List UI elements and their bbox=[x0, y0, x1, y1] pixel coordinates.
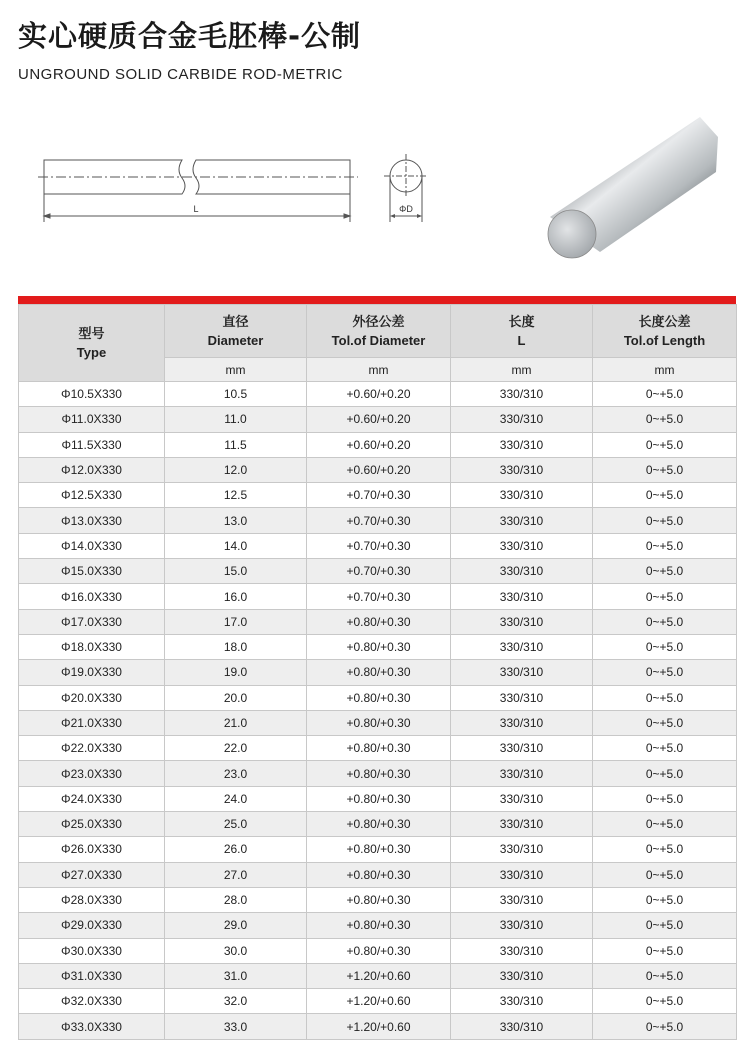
header-tol-diameter: 外径公差 Tol.of Diameter bbox=[307, 305, 451, 358]
cell-diameter: 11.5 bbox=[165, 432, 307, 457]
cell-type: Φ22.0X330 bbox=[19, 736, 165, 761]
rod-side-view bbox=[38, 160, 358, 194]
table-row bbox=[19, 483, 737, 508]
cell-type: Φ15.0X330 bbox=[19, 559, 165, 584]
cell-length: 330/310 bbox=[451, 457, 593, 482]
cell-length: 330/310 bbox=[451, 483, 593, 508]
cell-diameter: 22.0 bbox=[165, 736, 307, 761]
table-row bbox=[19, 508, 737, 533]
table-row bbox=[19, 938, 737, 963]
cell-tol-length: 0~+5.0 bbox=[593, 533, 737, 558]
cell-length: 330/310 bbox=[451, 812, 593, 837]
cell-diameter: 12.0 bbox=[165, 457, 307, 482]
cell-length: 330/310 bbox=[451, 837, 593, 862]
cell-diameter: 26.0 bbox=[165, 837, 307, 862]
cell-length: 330/310 bbox=[451, 862, 593, 887]
cell-length: 330/310 bbox=[451, 533, 593, 558]
table-row bbox=[19, 1014, 737, 1039]
cell-tol-diameter: +0.80/+0.30 bbox=[307, 660, 451, 685]
cell-tol-length: 0~+5.0 bbox=[593, 786, 737, 811]
accent-bar bbox=[18, 296, 736, 304]
cell-diameter: 33.0 bbox=[165, 1014, 307, 1039]
cell-type: Φ32.0X330 bbox=[19, 989, 165, 1014]
cell-tol-length: 0~+5.0 bbox=[593, 407, 737, 432]
unit-length: mm bbox=[451, 358, 593, 382]
cell-diameter: 17.0 bbox=[165, 609, 307, 634]
cell-type: Φ29.0X330 bbox=[19, 913, 165, 938]
cell-tol-diameter: +0.80/+0.30 bbox=[307, 812, 451, 837]
cell-tol-diameter: +0.80/+0.30 bbox=[307, 786, 451, 811]
cell-type: Φ12.5X330 bbox=[19, 483, 165, 508]
header-diameter: 直径 Diameter bbox=[165, 305, 307, 358]
cell-length: 330/310 bbox=[451, 407, 593, 432]
page-subtitle: UNGROUND SOLID CARBIDE ROD-METRIC bbox=[18, 66, 343, 83]
cell-diameter: 16.0 bbox=[165, 584, 307, 609]
cell-length: 330/310 bbox=[451, 382, 593, 407]
cell-type: Φ21.0X330 bbox=[19, 710, 165, 735]
cell-type: Φ31.0X330 bbox=[19, 963, 165, 988]
length-label: L bbox=[193, 204, 199, 214]
table-row bbox=[19, 887, 737, 912]
cell-tol-length: 0~+5.0 bbox=[593, 989, 737, 1014]
cell-length: 330/310 bbox=[451, 710, 593, 735]
cell-tol-diameter: +0.80/+0.30 bbox=[307, 761, 451, 786]
cell-type: Φ11.0X330 bbox=[19, 407, 165, 432]
cell-tol-length: 0~+5.0 bbox=[593, 508, 737, 533]
cell-length: 330/310 bbox=[451, 660, 593, 685]
cell-diameter: 23.0 bbox=[165, 761, 307, 786]
table-row bbox=[19, 837, 737, 862]
cell-type: Φ33.0X330 bbox=[19, 1014, 165, 1039]
cell-tol-diameter: +0.80/+0.30 bbox=[307, 609, 451, 634]
cell-diameter: 13.0 bbox=[165, 508, 307, 533]
cell-tol-diameter: +0.80/+0.30 bbox=[307, 736, 451, 761]
cell-length: 330/310 bbox=[451, 685, 593, 710]
cell-tol-diameter: +0.80/+0.30 bbox=[307, 837, 451, 862]
cell-tol-length: 0~+5.0 bbox=[593, 710, 737, 735]
cell-tol-diameter: +0.60/+0.20 bbox=[307, 432, 451, 457]
cell-diameter: 21.0 bbox=[165, 710, 307, 735]
cell-tol-length: 0~+5.0 bbox=[593, 685, 737, 710]
cell-tol-diameter: +0.70/+0.30 bbox=[307, 533, 451, 558]
table-body bbox=[19, 382, 737, 1040]
header-type: 型号 Type bbox=[19, 305, 165, 382]
cell-diameter: 10.5 bbox=[165, 382, 307, 407]
cell-tol-length: 0~+5.0 bbox=[593, 432, 737, 457]
cell-length: 330/310 bbox=[451, 887, 593, 912]
spec-table bbox=[18, 304, 737, 1040]
cell-tol-length: 0~+5.0 bbox=[593, 559, 737, 584]
cell-diameter: 30.0 bbox=[165, 938, 307, 963]
cell-tol-diameter: +0.80/+0.30 bbox=[307, 887, 451, 912]
cell-tol-diameter: +0.70/+0.30 bbox=[307, 559, 451, 584]
cell-length: 330/310 bbox=[451, 609, 593, 634]
table-row bbox=[19, 533, 737, 558]
cell-tol-diameter: +1.20/+0.60 bbox=[307, 963, 451, 988]
cell-tol-diameter: +1.20/+0.60 bbox=[307, 1014, 451, 1039]
cell-tol-length: 0~+5.0 bbox=[593, 483, 737, 508]
cell-tol-diameter: +0.70/+0.30 bbox=[307, 508, 451, 533]
cell-type: Φ19.0X330 bbox=[19, 660, 165, 685]
cell-type: Φ27.0X330 bbox=[19, 862, 165, 887]
cell-tol-diameter: +0.80/+0.30 bbox=[307, 913, 451, 938]
table-row bbox=[19, 660, 737, 685]
spec-table-section bbox=[18, 296, 736, 1040]
cell-type: Φ14.0X330 bbox=[19, 533, 165, 558]
cell-diameter: 32.0 bbox=[165, 989, 307, 1014]
cell-type: Φ26.0X330 bbox=[19, 837, 165, 862]
cell-diameter: 24.0 bbox=[165, 786, 307, 811]
cell-tol-diameter: +0.60/+0.20 bbox=[307, 382, 451, 407]
cell-diameter: 12.5 bbox=[165, 483, 307, 508]
table-row bbox=[19, 685, 737, 710]
cell-tol-diameter: +1.20/+0.60 bbox=[307, 989, 451, 1014]
table-row bbox=[19, 559, 737, 584]
table-row bbox=[19, 786, 737, 811]
cell-tol-length: 0~+5.0 bbox=[593, 812, 737, 837]
cell-diameter: 11.0 bbox=[165, 407, 307, 432]
table-row bbox=[19, 382, 737, 407]
cell-tol-length: 0~+5.0 bbox=[593, 1014, 737, 1039]
cell-diameter: 18.0 bbox=[165, 634, 307, 659]
cell-tol-length: 0~+5.0 bbox=[593, 837, 737, 862]
cell-type: Φ30.0X330 bbox=[19, 938, 165, 963]
cell-tol-length: 0~+5.0 bbox=[593, 736, 737, 761]
cell-type: Φ25.0X330 bbox=[19, 812, 165, 837]
cell-tol-diameter: +0.60/+0.20 bbox=[307, 407, 451, 432]
cell-length: 330/310 bbox=[451, 938, 593, 963]
cell-diameter: 27.0 bbox=[165, 862, 307, 887]
cell-tol-length: 0~+5.0 bbox=[593, 609, 737, 634]
cell-diameter: 15.0 bbox=[165, 559, 307, 584]
cell-type: Φ12.0X330 bbox=[19, 457, 165, 482]
cell-type: Φ18.0X330 bbox=[19, 634, 165, 659]
cell-diameter: 31.0 bbox=[165, 963, 307, 988]
page-title: 实心硬质合金毛胚棒-公制 bbox=[18, 19, 362, 53]
table-row bbox=[19, 609, 737, 634]
carbide-rod-image bbox=[540, 112, 720, 267]
cell-length: 330/310 bbox=[451, 786, 593, 811]
cell-length: 330/310 bbox=[451, 634, 593, 659]
table-row bbox=[19, 761, 737, 786]
cell-type: Φ16.0X330 bbox=[19, 584, 165, 609]
cell-length: 330/310 bbox=[451, 508, 593, 533]
cell-tol-diameter: +0.70/+0.30 bbox=[307, 584, 451, 609]
cell-tol-diameter: +0.80/+0.30 bbox=[307, 634, 451, 659]
cell-type: Φ20.0X330 bbox=[19, 685, 165, 710]
cell-type: Φ17.0X330 bbox=[19, 609, 165, 634]
table-header-row bbox=[19, 305, 737, 358]
cell-tol-length: 0~+5.0 bbox=[593, 887, 737, 912]
cell-tol-length: 0~+5.0 bbox=[593, 584, 737, 609]
table-row bbox=[19, 736, 737, 761]
diameter-label: ΦD bbox=[399, 204, 413, 214]
cell-diameter: 14.0 bbox=[165, 533, 307, 558]
table-row bbox=[19, 407, 737, 432]
cell-diameter: 29.0 bbox=[165, 913, 307, 938]
cell-tol-length: 0~+5.0 bbox=[593, 382, 737, 407]
unit-diameter: mm bbox=[165, 358, 307, 382]
cell-type: Φ13.0X330 bbox=[19, 508, 165, 533]
cell-tol-diameter: +0.70/+0.30 bbox=[307, 483, 451, 508]
unit-tol-length: mm bbox=[593, 358, 737, 382]
cell-tol-diameter: +0.80/+0.30 bbox=[307, 862, 451, 887]
cell-length: 330/310 bbox=[451, 989, 593, 1014]
unit-tol-diameter: mm bbox=[307, 358, 451, 382]
cell-tol-diameter: +0.80/+0.30 bbox=[307, 938, 451, 963]
cell-type: Φ23.0X330 bbox=[19, 761, 165, 786]
cell-length: 330/310 bbox=[451, 432, 593, 457]
cell-tol-diameter: +0.60/+0.20 bbox=[307, 457, 451, 482]
rod-technical-drawing bbox=[36, 150, 436, 235]
cell-type: Φ28.0X330 bbox=[19, 887, 165, 912]
table-row bbox=[19, 913, 737, 938]
table-row bbox=[19, 862, 737, 887]
cell-tol-length: 0~+5.0 bbox=[593, 862, 737, 887]
table-row bbox=[19, 989, 737, 1014]
cell-length: 330/310 bbox=[451, 913, 593, 938]
table-row bbox=[19, 812, 737, 837]
cell-length: 330/310 bbox=[451, 736, 593, 761]
cell-length: 330/310 bbox=[451, 1014, 593, 1039]
cell-tol-length: 0~+5.0 bbox=[593, 913, 737, 938]
cell-diameter: 28.0 bbox=[165, 887, 307, 912]
cell-length: 330/310 bbox=[451, 963, 593, 988]
table-row bbox=[19, 963, 737, 988]
table-row bbox=[19, 584, 737, 609]
cell-tol-diameter: +0.80/+0.30 bbox=[307, 710, 451, 735]
cell-tol-length: 0~+5.0 bbox=[593, 963, 737, 988]
cell-tol-diameter: +0.80/+0.30 bbox=[307, 685, 451, 710]
cell-tol-length: 0~+5.0 bbox=[593, 457, 737, 482]
cell-length: 330/310 bbox=[451, 559, 593, 584]
cell-diameter: 25.0 bbox=[165, 812, 307, 837]
cell-diameter: 20.0 bbox=[165, 685, 307, 710]
cell-length: 330/310 bbox=[451, 761, 593, 786]
cell-type: Φ11.5X330 bbox=[19, 432, 165, 457]
header-tol-length: 长度公差 Tol.of Length bbox=[593, 305, 737, 358]
cell-tol-length: 0~+5.0 bbox=[593, 761, 737, 786]
cell-tol-length: 0~+5.0 bbox=[593, 938, 737, 963]
table-row bbox=[19, 710, 737, 735]
cell-length: 330/310 bbox=[451, 584, 593, 609]
cell-type: Φ24.0X330 bbox=[19, 786, 165, 811]
table-row bbox=[19, 457, 737, 482]
cell-tol-length: 0~+5.0 bbox=[593, 634, 737, 659]
table-row bbox=[19, 432, 737, 457]
table-row bbox=[19, 634, 737, 659]
cell-tol-length: 0~+5.0 bbox=[593, 660, 737, 685]
cell-diameter: 19.0 bbox=[165, 660, 307, 685]
cell-type: Φ10.5X330 bbox=[19, 382, 165, 407]
header-length: 长度 L bbox=[451, 305, 593, 358]
